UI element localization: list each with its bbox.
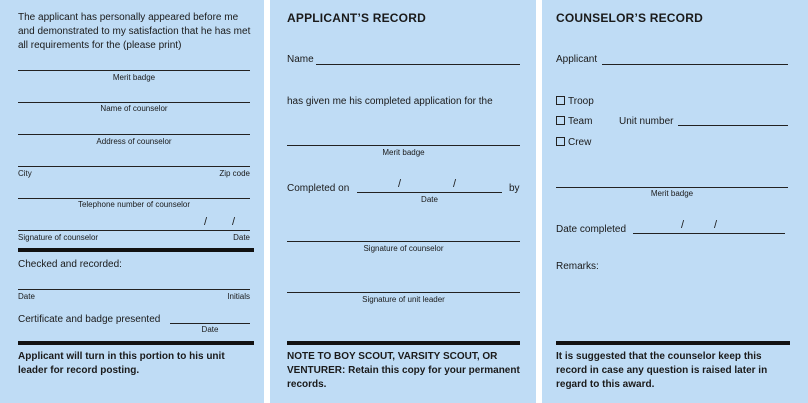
team-checkbox[interactable] <box>556 116 565 125</box>
applicant-line[interactable] <box>602 64 788 65</box>
address-of-counselor-label: Address of counselor <box>96 137 172 146</box>
date-completed-label: Date completed <box>556 224 627 235</box>
team-option[interactable] <box>556 115 592 129</box>
signature-of-counselor-label: Signature of counselor <box>18 233 99 242</box>
certificate-date-label: Date <box>201 325 219 334</box>
merit-badge-line[interactable] <box>556 187 788 188</box>
by-label: by <box>509 183 520 194</box>
merit-badge-label: Merit badge <box>650 189 694 198</box>
troop-checkbox[interactable] <box>556 96 565 105</box>
city-zip-line[interactable] <box>18 166 250 167</box>
date-slash-1: / <box>681 219 685 231</box>
page-title: COUNSELOR’S RECORD <box>556 11 703 25</box>
checked-recorded-text: Checked and recorded: <box>18 259 122 270</box>
completed-on-label: Completed on <box>287 183 350 194</box>
merit-badge-label: Merit badge <box>382 148 425 157</box>
city-label: City <box>18 169 32 178</box>
signature-of-counselor-label: Signature of counselor <box>363 244 444 253</box>
troop-option[interactable] <box>556 95 594 109</box>
divider <box>556 341 790 345</box>
zip-code-label: Zip code <box>219 169 250 178</box>
merit-badge-line[interactable] <box>287 145 520 146</box>
troop-label: Troop <box>568 96 594 107</box>
date-label: Date <box>421 195 438 204</box>
unit-number-line[interactable] <box>678 125 788 126</box>
signature-of-counselor-line[interactable] <box>18 230 250 231</box>
applicant-label: Applicant <box>556 54 598 65</box>
date-slash-1: / <box>398 178 402 190</box>
page-title: APPLICANT’S RECORD <box>287 11 426 25</box>
date-completed-line[interactable] <box>633 233 785 234</box>
telephone-line[interactable] <box>18 198 250 199</box>
date-slash-2: / <box>453 178 457 190</box>
unit-number-label: Unit number <box>619 116 674 127</box>
date-initials-line[interactable] <box>18 289 250 290</box>
completed-on-line[interactable] <box>357 192 502 193</box>
footer-text: NOTE TO BOY SCOUT, VARSITY SCOUT, OR VENTURER: Retain this copy for your permanent records. <box>287 351 520 390</box>
crew-label: Crew <box>568 137 592 148</box>
signature-of-counselor-line[interactable] <box>287 241 520 242</box>
has-given-text: has given me his completed application for the <box>287 96 493 107</box>
certificate-text: Certificate and badge presented <box>18 314 161 325</box>
name-line[interactable] <box>316 64 520 65</box>
telephone-label: Telephone number of counselor <box>77 200 191 209</box>
date-slash-1: / <box>204 216 208 228</box>
signature-of-unit-leader-line[interactable] <box>287 292 520 293</box>
intro-text: The applicant has personally appeared before me and demonstrated to my satisfaction that he has met all requirements for the (please print) <box>18 12 251 51</box>
certificate-date-line[interactable] <box>170 323 250 324</box>
footer-text: Applicant will turn in this portion to his unit leader for record posting. <box>18 351 225 376</box>
initials-label: Initials <box>227 292 250 301</box>
merit-badge-label: Merit badge <box>112 73 156 82</box>
counselors-record-panel <box>542 0 808 403</box>
address-of-counselor-line[interactable] <box>18 134 250 135</box>
signature-of-unit-leader-label: Signature of unit leader <box>362 295 445 304</box>
name-of-counselor-label: Name of counselor <box>100 104 168 113</box>
counselor-certification-panel <box>0 0 264 403</box>
remarks-label: Remarks: <box>556 261 599 272</box>
date-slash-2: / <box>714 219 718 231</box>
name-of-counselor-line[interactable] <box>18 102 250 103</box>
date-label: Date <box>233 233 250 242</box>
applicants-record-panel <box>270 0 536 403</box>
merit-badge-line[interactable] <box>18 70 250 71</box>
footer-text: It is suggested that the counselor keep this record in case any question is raised later in regard to this award. <box>556 351 768 390</box>
divider <box>287 341 520 345</box>
divider <box>18 248 254 252</box>
crew-option[interactable] <box>556 136 591 150</box>
crew-checkbox[interactable] <box>556 137 565 146</box>
date-label-2: Date <box>18 292 35 301</box>
name-label: Name <box>287 54 314 65</box>
date-slash-2: / <box>232 216 236 228</box>
team-label: Team <box>568 116 593 127</box>
divider <box>18 341 254 345</box>
